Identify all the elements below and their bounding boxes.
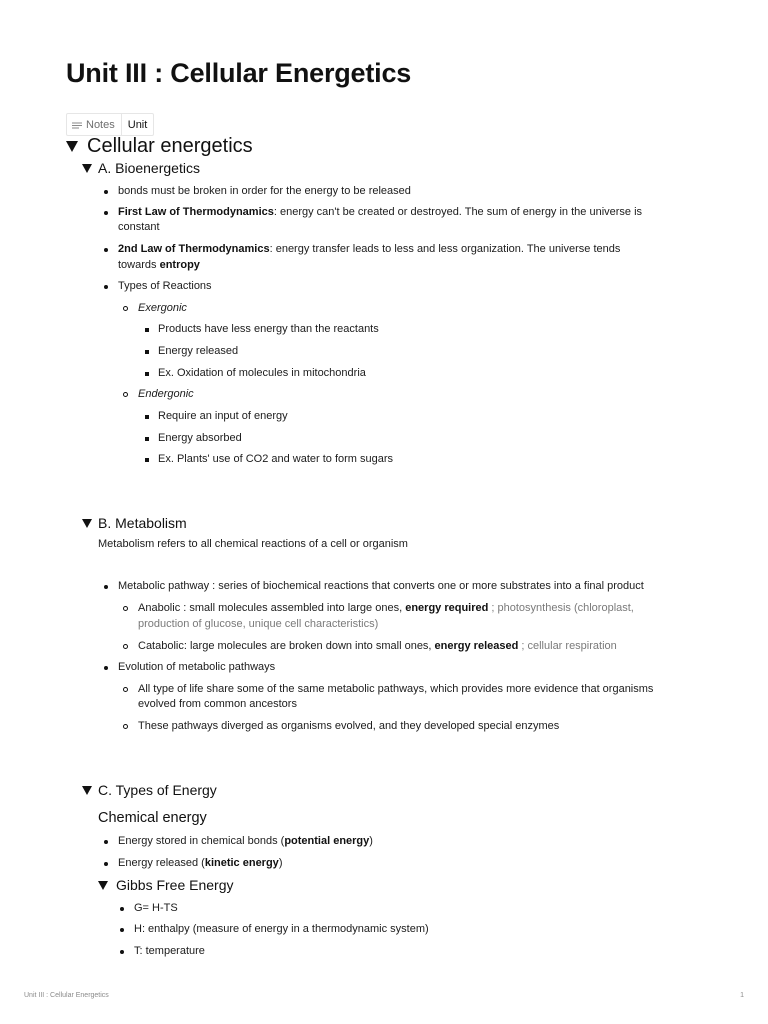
bold-term: entropy bbox=[159, 259, 200, 271]
list-item: H: enthalpy (measure of energy in a thermodynamic system) bbox=[134, 922, 429, 938]
toggle-triangle-icon[interactable] bbox=[82, 164, 92, 173]
list-item-continuation: production of glucose, unique cell characteristics) bbox=[138, 618, 379, 630]
list-item-text: Catabolic: large molecules are broken down into small ones, bbox=[138, 640, 435, 652]
muted-text: ; cellular respiration bbox=[518, 640, 617, 652]
list-item-continuation: constant bbox=[118, 221, 160, 233]
list-item: These pathways diverged as organisms evolved, and they developed special enzymes bbox=[138, 719, 559, 735]
list-item-text: Exergonic bbox=[138, 302, 187, 314]
section-heading: B. Metabolism bbox=[98, 515, 187, 531]
property-key-label: Notes bbox=[86, 118, 115, 131]
subheading-chemical-energy: Chemical energy bbox=[98, 810, 207, 826]
section-heading: A. Bioenergetics bbox=[98, 160, 200, 176]
paragraph: Metabolism refers to all chemical reactions of a cell or organism bbox=[98, 538, 408, 550]
list-item: Evolution of metabolic pathways bbox=[118, 660, 275, 676]
toggle-heading-label: Cellular energetics bbox=[87, 135, 253, 157]
property-value[interactable]: Unit bbox=[127, 118, 148, 131]
bold-term: energy required bbox=[405, 602, 489, 614]
list-item bbox=[138, 639, 617, 655]
list-item-text: bonds must be broken in order for the energy to be released bbox=[118, 185, 411, 197]
list-item: T: temperature bbox=[134, 944, 205, 960]
property-key bbox=[67, 114, 122, 135]
property-row[interactable] bbox=[66, 113, 154, 136]
list-item: G= H-TS bbox=[134, 901, 178, 917]
list-item-text: towards bbox=[118, 259, 160, 271]
list-item: Ex. Plants' use of CO2 and water to form sugars bbox=[158, 452, 393, 468]
list-item: Ex. Oxidation of molecules in mitochondria bbox=[158, 366, 366, 382]
toggle-triangle-icon[interactable] bbox=[66, 141, 78, 152]
list-item: Energy released bbox=[158, 344, 238, 360]
list-item bbox=[138, 387, 194, 403]
list-item: Require an input of energy bbox=[158, 409, 288, 425]
list-item bbox=[118, 856, 282, 872]
page-title: Unit III : Cellular Energetics bbox=[66, 58, 412, 88]
list-item-text: : energy transfer leads to less and less organization. The universe tends bbox=[269, 243, 621, 255]
muted-text: ; photosynthesis (chloroplast, bbox=[488, 602, 634, 614]
section-heading: C. Types of Energy bbox=[98, 782, 217, 798]
toggle-gibbs-free-energy[interactable] bbox=[98, 877, 234, 893]
list-item: Types of Reactions bbox=[118, 279, 212, 295]
bold-term: First Law of Thermodynamics bbox=[118, 206, 274, 218]
bold-term: potential energy bbox=[284, 835, 370, 847]
list-item-text: Anabolic : small molecules assembled into large ones, bbox=[138, 602, 406, 614]
page-number: 1 bbox=[740, 992, 744, 999]
list-item: All type of life share some of the same metabolic pathways, which provides more evidence that organisms bbox=[138, 682, 653, 698]
list-item bbox=[118, 205, 642, 221]
footer-title: Unit III : Cellular Energetics bbox=[24, 992, 109, 999]
toggle-cellular-energetics[interactable] bbox=[66, 135, 253, 158]
list-item-text: ) bbox=[278, 857, 283, 869]
toggle-bioenergetics[interactable] bbox=[82, 160, 200, 176]
list-item bbox=[138, 301, 187, 317]
list-item-continuation: evolved from common ancestors bbox=[138, 698, 297, 710]
list-item bbox=[118, 184, 411, 200]
toggle-triangle-icon[interactable] bbox=[82, 786, 92, 795]
list-item: Energy absorbed bbox=[158, 431, 242, 447]
list-item bbox=[118, 242, 620, 258]
toggle-types-of-energy[interactable] bbox=[82, 782, 217, 798]
list-item-text: : energy can't be created or destroyed. The sum of energy in the universe is bbox=[273, 206, 643, 218]
toggle-triangle-icon[interactable] bbox=[82, 519, 92, 528]
bold-term: energy released bbox=[434, 640, 519, 652]
bold-term: 2nd Law of Thermodynamics bbox=[118, 243, 270, 255]
list-item bbox=[138, 601, 634, 617]
toggle-metabolism[interactable] bbox=[82, 515, 187, 531]
list-item: Products have less energy than the reactants bbox=[158, 322, 379, 338]
list-item-continuation bbox=[118, 258, 200, 274]
bold-term: kinetic energy bbox=[204, 857, 279, 869]
text-lines-icon bbox=[72, 122, 82, 130]
subheading-label: Gibbs Free Energy bbox=[116, 877, 234, 893]
list-item: Metabolic pathway : series of biochemical reactions that converts one or more substrates into a final product bbox=[118, 579, 644, 595]
toggle-triangle-icon[interactable] bbox=[98, 881, 108, 890]
list-item-text: Endergonic bbox=[138, 388, 194, 400]
list-item bbox=[118, 834, 373, 850]
list-item-text: Energy stored in chemical bonds ( bbox=[118, 835, 285, 847]
list-item-text: Energy released ( bbox=[118, 857, 205, 869]
list-item-text: ) bbox=[369, 835, 373, 847]
